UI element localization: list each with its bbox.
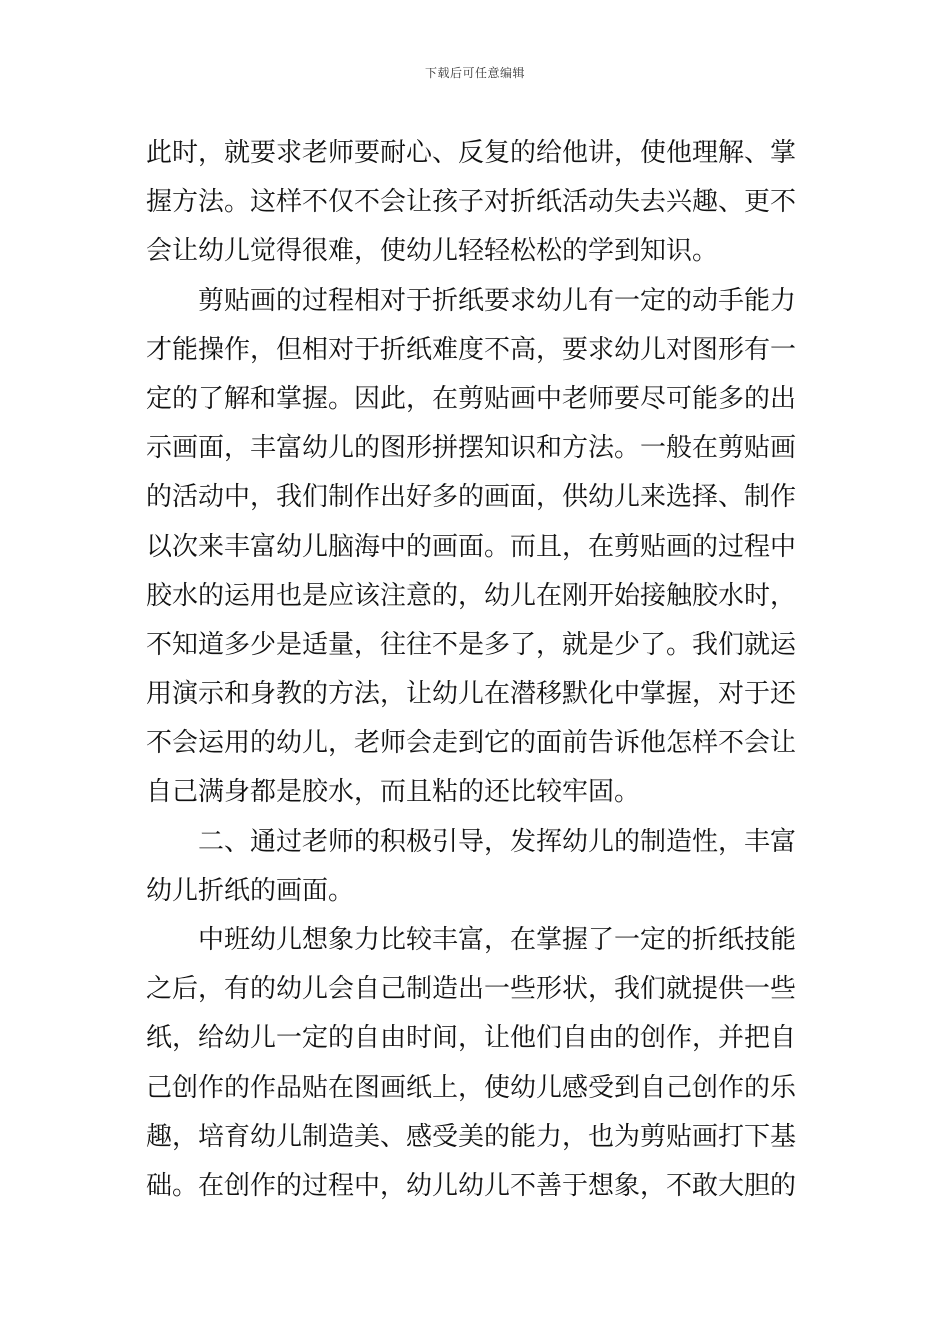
text-line: 胶水的运用也是应该注意的，幼儿在刚开始接触胶水时， — [146, 580, 797, 611]
text-line: 己创作的作品贴在图画纸上，使幼儿感受到自己创作的乐 — [146, 1072, 797, 1103]
paragraph-first-line: 二、通过老师的积极引导，发挥幼儿的制造性，丰富 — [198, 826, 797, 857]
text-line: 的活动中，我们制作出好多的画面，供幼儿来选择、制作 — [146, 482, 797, 513]
text-line: 以次来丰富幼儿脑海中的画面。而且，在剪贴画的过程中 — [146, 531, 797, 562]
text-line: 自己满身都是胶水，而且粘的还比较牢固。 — [146, 777, 641, 808]
text-line: 趣，培育幼儿制造美、感受美的能力，也为剪贴画打下基 — [146, 1121, 797, 1152]
text-line: 纸，给幼儿一定的自由时间，让他们自由的创作，并把自 — [146, 1023, 797, 1054]
page-header: 下载后可任意编辑 — [424, 66, 525, 80]
text-line: 不知道多少是适量，往往不是多了，就是少了。我们就运 — [146, 629, 797, 660]
text-line: 不会运用的幼儿，老师会走到它的面前告诉他怎样不会让 — [146, 728, 797, 759]
text-line: 才能操作，但相对于折纸难度不高，要求幼儿对图形有一 — [146, 334, 797, 365]
text-line: 会让幼儿觉得很难，使幼儿轻轻松松的学到知识。 — [146, 236, 719, 267]
text-line: 握方法。这样不仅不会让孩子对折纸活动失去兴趣、更不 — [146, 187, 797, 218]
text-line: 幼儿折纸的画面。 — [146, 875, 355, 906]
text-line: 定的了解和掌握。因此，在剪贴画中老师要尽可能多的出 — [146, 383, 797, 414]
text-line: 础。在创作的过程中，幼儿幼儿不善于想象，不敢大胆的 — [146, 1170, 797, 1201]
text-line: 用演示和身教的方法，让幼儿在潜移默化中掌握，对于还 — [146, 679, 797, 710]
paragraph-first-line: 中班幼儿想象力比较丰富，在掌握了一定的折纸技能 — [198, 925, 797, 955]
document-body — [146, 129, 806, 1211]
paragraph-first-line: 剪贴画的过程相对于折纸要求幼儿有一定的动手能力 — [198, 285, 797, 316]
text-line: 此时，就要求老师要耐心、反复的给他讲，使他理解、掌 — [146, 138, 797, 168]
text-line: 之后，有的幼儿会自己制造出一些形状，我们就提供一些 — [146, 974, 797, 1005]
text-line: 示画面，丰富幼儿的图形拼摆知识和方法。一般在剪贴画 — [146, 433, 797, 464]
